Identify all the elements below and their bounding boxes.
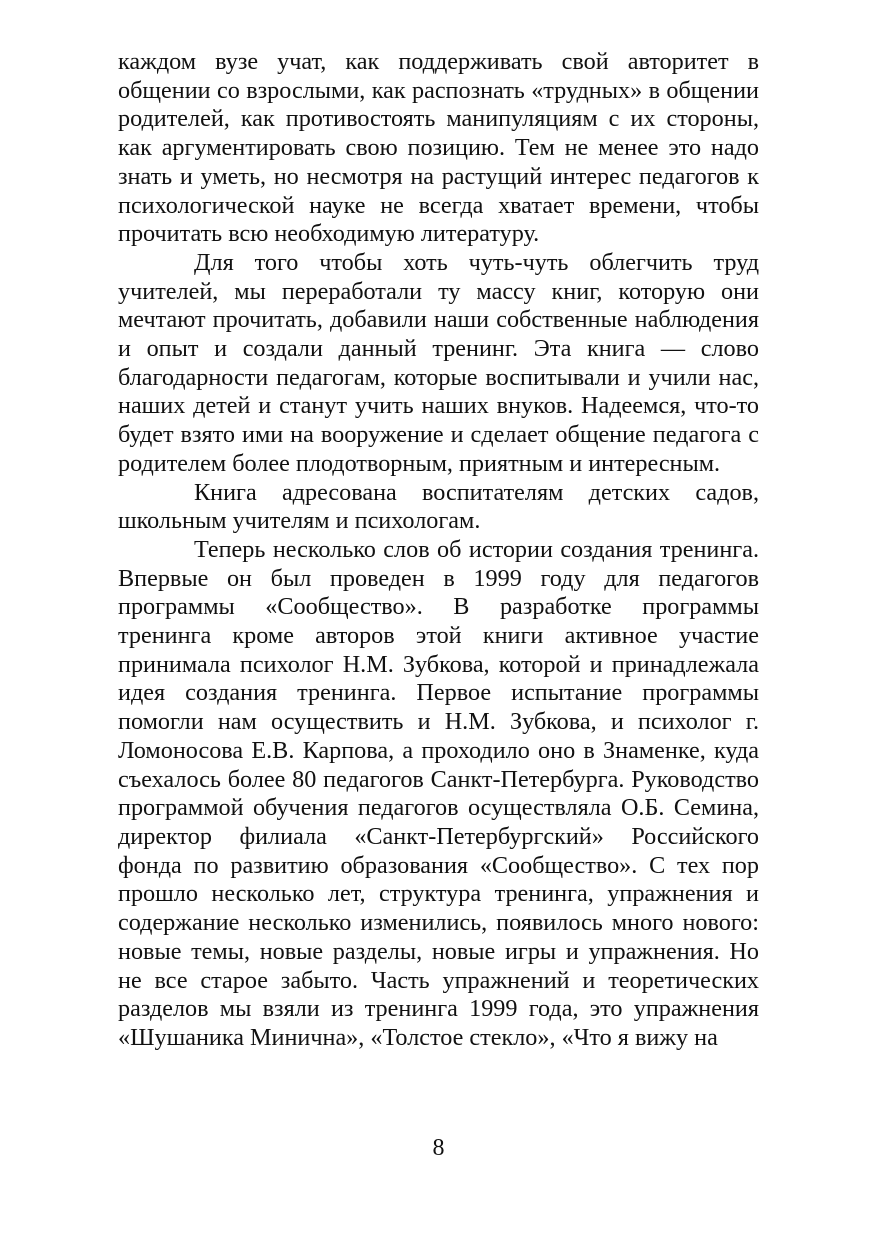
page-number: 8 bbox=[432, 1135, 445, 1161]
paragraph-history: Теперь несколько слов об истории создания тренинга. Впервые он был проведен в 1999 году для педагогов программы «Сообщество». В разработке программы тренинга кроме авторов этой книги активное участие принимала психолог Н.М. Зубкова, которой и принадлежала идея создания тренинга. Первое испытание программы помогли нам осуществить и Н.М. Зубкова, и психолог г. Ломоносова Е.В. Карпова, а проходило оно в Знаменке, куда съехалось более 80 педагогов Санкт-Петербурга. Руководство программой обучения педагогов осуществляла О.Б. Семина, директор филиала «Санкт-Петербургский» Российского фонда по развитию образования «Сообщество». С тех пор прошло несколько лет, структура тренинга, упражнения и содержание несколько изменились, появилось много нового: новые темы, новые разделы, новые игры и упражнения. Но не все старое забыто. Часть упражнений и теоретических разделов мы взяли из тренинга 1999 года, это упражнения «Шушаника Минична», «Толстое стекло», «Что я вижу на bbox=[118, 535, 759, 1051]
paragraph-continuation: каждом вузе учат, как поддерживать свой авторитет в общении со взрослыми, как распознать «трудных» в общении родителей, как противостоять манипуляциям с их стороны, как аргументировать свою позицию. Тем не менее это надо знать и уметь, но несмотря на растущий интерес педагогов к психологической науке не всегда хватает времени, чтобы прочитать всю необходимую литературу. bbox=[118, 48, 759, 248]
body-text bbox=[118, 48, 759, 1053]
paragraph-audience: Книга адресована воспитателям детских садов, школьным учителям и психологам. bbox=[118, 478, 759, 535]
paragraph-training-purpose: Для того чтобы хоть чуть-чуть облегчить труд учителей, мы переработали ту массу книг, которую они мечтают прочитать, добавили наши собственные наблюдения и опыт и создали данный тренинг. Эта книга — слово благодарности педагогам, которые воспитывали и учили нас, наших детей и станут учить наших внуков. Надеемся, что-то будет взято ими на вооружение и сделает общение педагога с родителем более плодотворным, приятным и интересным. bbox=[118, 248, 759, 477]
